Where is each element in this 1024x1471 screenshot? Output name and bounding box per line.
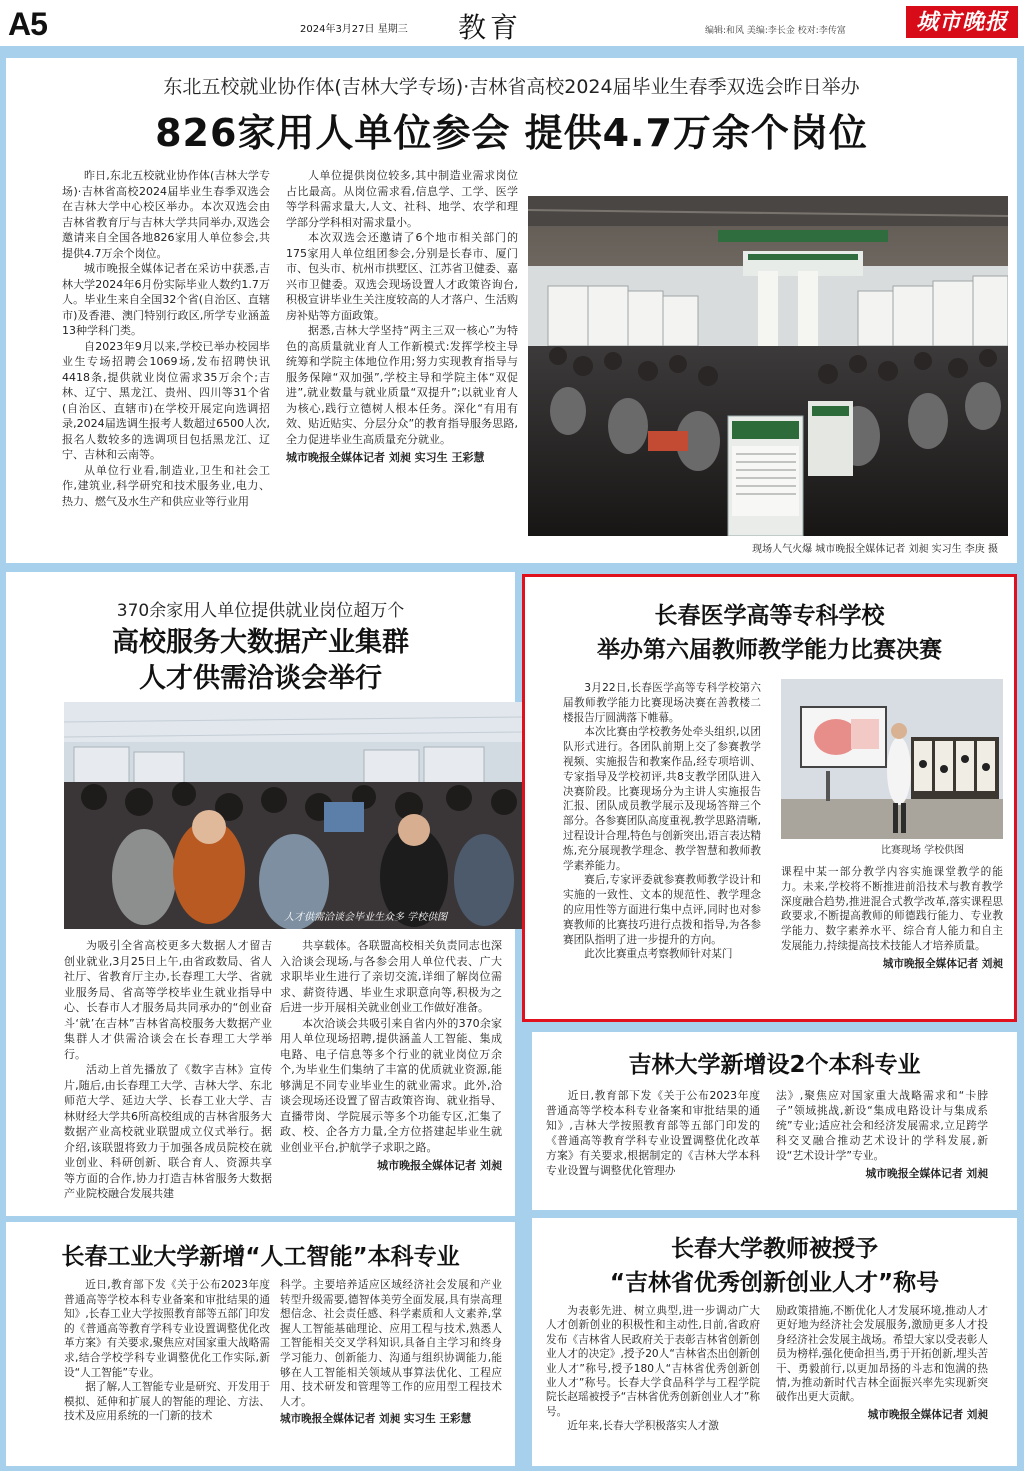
article-ai-major: [6, 1222, 515, 1466]
article-headline-line2: 人才供需洽谈会举行: [139, 663, 382, 694]
paragraph: 据悉,吉林大学坚持“两主三双一核心”为特色的高质量就业育人工作新模式:发挥学校主导统筹和学院主体地位作用;努力实现教育指导与服务保障“双加强”,学校主导和学院主体“双促进”,就业数量与就业质量“双提升”;以就业育人为核心,践行立德树人根本任务。深化“有用有效、贴近贴实、分层分众”的教育指导服务思路,全力促进毕业生高质量充分就业。: [286, 324, 518, 446]
article-column: [776, 1304, 988, 1422]
paragraph: 3月22日,长春医学高等专科学校第六届教师教学能力比赛现场决赛在善教楼二楼报告厅圆满落下帷幕。: [563, 682, 761, 724]
article-headline-line1: 高校服务大数据产业集群: [112, 627, 409, 658]
article-kicker: 东北五校就业协作体(吉林大学专场)·吉林省高校2024届毕业生春季双选会昨日举办: [163, 76, 860, 98]
job-fair-photo-image: [528, 196, 1008, 536]
paragraph: 本次比赛由学校教务处牵头组织,以团队形式进行。各团队前期上交了参赛教学视频、实施报告和教案作品,经专项培训、专家指导及学校初评,共8支教学团队进入决赛阶段。比赛现场分为主讲人实施报告汇报、团队成员教学展示及现场答辩三个部分。各参赛团队高度重视,教学思路清晰,过程设计合理,特色与创新突出,语言表达精炼,充分展现教学理念、教学智慧和教师教学素养能力。: [563, 726, 761, 872]
article-column: [781, 865, 1003, 972]
article-column: [62, 168, 270, 509]
issue-date: 2024年3月27日 星期三: [300, 24, 408, 35]
paragraph: 课程中某一部分教学内容实施课堂教学的能力。未来,学校将不断推进前沿技术与教育教学深度融合趋势,推进混合式教学改革,落实课程思政要求,不断提高教师的师德践行能力、专业教学能力、数字素养水平、综合育人能力和自主发展能力,持续提高技术技能人才培养质量。: [781, 866, 1003, 952]
paragraph: 从单位行业看,制造业,卫生和社会工作,建筑业,科学研究和技术服务业,电力、热力、燃气及水生产和供应业等行业用: [62, 463, 270, 508]
article-headline-line1: 长春医学高等专科学校: [654, 603, 885, 629]
competition-photo-image: [781, 679, 1003, 839]
article-headline: 长春工业大学新增“人工智能”本科专业: [61, 1244, 460, 1270]
article-headline: 吉林大学新增设2个本科专业: [628, 1052, 921, 1078]
article-teaching-competition: [522, 574, 1017, 1022]
article-headline-line1: 长春大学教师被授予: [671, 1236, 878, 1262]
paragraph: 本次洽谈会共吸引来自省内外的370余家用人单位现场招聘,提供涵盖人工智能、集成电路、电子信息等多个行业的就业岗位万余个,为毕业生们集纳了丰富的优质就业资源,能够满足不同专业毕业生的就业需求。此外,洽谈会现场还设置了留吉政策咨询、就业指导、直播带岗、学院展示等多个功能专区,汇集了政、校、企各方力量,全方位搭建起毕业生就业创业平台,护航学子求职之路。: [280, 1016, 502, 1154]
paragraph: 人单位提供岗位较多,其中制造业需求岗位占比最高。从岗位需求看,信息学、工学、医学等学科需求量大,人文、社科、地学、农学和理学部分学科相对需求量小。: [286, 169, 518, 229]
paragraph: 活动上首先播放了《数字吉林》宣传片,随后,由长春理工大学、吉林大学、东北师范大学、延边大学、长春工业大学、吉林财经大学共6所高校组成的吉林省服务大数据产业高校就业联盟成立仪式举行。据介绍,该联盟将致力于加强各成员院校在就业创业、科研创新、联合育人、资源共享等方面的合作,协力打造吉林省服务大数据产业院校融合发展共建: [64, 1063, 272, 1200]
paragraph: 近日,教育部下发《关于公布2023年度普通高等学校本科专业备案和审批结果的通知》,吉林大学按照教育部等五部门印发的《普通高等教育学科专业设置调整优化改革方案》有关要求,根据制定的《吉林大学本科专业设置与调整优化管理办: [546, 1089, 760, 1177]
article-column: [286, 168, 518, 466]
article-column: [563, 681, 761, 962]
paragraph: 共享载体。各联盟高校相关负责同志也深入洽谈会现场,与各参会用人单位代表、广大求职毕业生进行了亲切交流,详细了解岗位需求、薪资待遇、毕业生求职意向等,积极为之后进一步开展相关就业创业工作做好准备。: [280, 939, 502, 1014]
byline: 城市晚报全媒体记者 刘昶 实习生 王彩慧: [280, 1413, 472, 1426]
paragraph: 法》,聚焦应对国家重大战略需求和“卡脖子”领域挑战,新设“集成电路设计与集成系统”专业;适应社会和经济发展需求,立足跨学科交叉融合推动艺术设计的学科发展,新设“艺术设计学”专业。: [776, 1089, 988, 1162]
paragraph: 本次双选会还邀请了6个地市相关部门的175家用人单位组团参会,分别是长春市、厦门市、包头市、杭州市拱墅区、江苏省卫健委、嘉兴市卫健委。双选会现场设置人才政策咨询台,积极宣讲毕业生关注度较高的人才落户、生活购房补贴等方面政策。: [286, 231, 518, 322]
paragraph: 励政策措施,不断优化人才发展环境,推动人才更好地为经济社会发展服务,激励更多人才投身经济社会发展主战场。希望大家以受表彰人员为榜样,强化使命担当,勇于开拓创新,埋头苦干、勇毅前行,以更加昂扬的斗志和饱满的热情,为推动新时代吉林全面振兴率先实现新突破作出更大贡献。: [776, 1305, 988, 1404]
job-fair-photo: [528, 196, 1008, 586]
article-headline-line2: “吉林省优秀创新创业人才”称号: [609, 1270, 940, 1296]
paragraph: 城市晚报全媒体记者在采访中获悉,吉林大学2024年6月份实际毕业人数约1.7万人。毕业生来自全国32个省(自治区、直辖市)及香港、澳门特别行政区,所学专业涵盖13种学科门类。: [62, 262, 270, 337]
section-title: 教育: [458, 11, 523, 44]
photo-caption: 人才供需洽谈会毕业生众多 学校供图: [284, 912, 448, 923]
byline: 城市晚报全媒体记者 刘昶: [882, 957, 1003, 970]
article-column: [546, 1304, 760, 1434]
article-column: [64, 938, 272, 1202]
article-kicker: 370余家用人单位提供就业岗位超万个: [116, 601, 405, 621]
staff-credits: 编辑:和风 美编:李长金 校对:李传富: [705, 26, 846, 36]
byline: 城市晚报全媒体记者 刘昶: [377, 1159, 502, 1172]
byline: 城市晚报全媒体记者 刘昶 实习生 王彩慧: [286, 451, 485, 464]
paragraph: 此次比赛重点考察教师针对某门: [584, 948, 733, 961]
article-column: [64, 1278, 270, 1424]
paragraph: 近年来,长春大学积极落实人才激: [567, 1420, 719, 1433]
paragraph: 昨日,东北五校就业协作体(吉林大学专场)·吉林省高校2024届毕业生春季双选会在吉林大学中心校区举办。本次双选会由吉林省教育厅与吉林大学共同举办,双选会邀请来自全国各地826家用人单位参会,共提供4.7万余个岗位。: [62, 169, 270, 260]
paragraph: 自2023年9月以来,学校已举办校园毕业生专场招聘会1069场,发布招聘快讯4418条,提供就业岗位需求35万余个;吉林、辽宁、黑龙江、贵州、四川等31个省(自治区、直辖市)在学校开展定向选调招录,2024届选调生报考人数超过6500人次,报名人数较多的选调项目包括黑龙江、辽宁、吉林和云南等。: [62, 339, 270, 461]
paragraph: 据了解,人工智能专业是研究、开发用于模拟、延伸和扩展人的智能的理论、方法、技术及应用系统的一门新的技术: [64, 1381, 270, 1423]
photo-caption: 现场人气火爆 城市晚报全媒体记者 刘昶 实习生 李庚 摄: [752, 544, 998, 555]
competition-photo: [781, 679, 1003, 854]
photo-caption: 比赛现场 学校供图: [881, 845, 965, 854]
byline: 城市晚报全媒体记者 刘昶: [867, 1408, 988, 1421]
article-headline: 826家用人单位参会 提供4.7万余个岗位: [155, 111, 868, 155]
article-changchun-university-award: [532, 1218, 1017, 1466]
page-header: [0, 0, 1024, 46]
paragraph: 科学。主要培养适应区域经济社会发展和产业转型升级需要,德智体美劳全面发展,具有崇高理想信念、社会责任感、科学素质和人文素养,掌握人工智能基础理论、应用工程与技术,熟悉人工智能相关交叉学科知识,具备自主学习和终身学习能力、创新能力、沟通与组织协调能力,能够在人工智能相关领域从事算法优化、工程应用、技术研发和管理等工作的应用型工程技术人才。: [280, 1279, 502, 1408]
fair-crowd-photo: [64, 702, 522, 929]
page-number: A5: [8, 6, 47, 42]
byline: 城市晚报全媒体记者 刘昶: [865, 1167, 988, 1180]
article-column: [280, 938, 502, 1174]
paragraph: 为吸引全省高校更多大数据人才留吉创业就业,3月25日上午,由省政数局、省人社厅、省教育厅主办,长春理工大学、省就业服务局、省高等学校毕业生就业指导中心、长春市人才服务局共同承办的“创业奋斗‘就’在吉林”吉林省高校服务大数据产业集群人才供需洽谈会在长春理工大学举行。: [64, 939, 272, 1061]
fair-crowd-photo-image: [64, 702, 522, 929]
article-jilin-university-majors: [532, 1032, 1017, 1210]
article-big-data-fair: [6, 572, 515, 1216]
article-column: [280, 1278, 502, 1427]
paragraph: 为表彰先进、树立典型,进一步调动广大人才创新创业的积极性和主动性,日前,省政府发布《吉林省人民政府关于表彰吉林省创新创业人才的决定》,授予20人“吉林省杰出创新创业人才”称号,授予180人“吉林省优秀创新创业人才”称号。长春大学食品科学与工程学院院长赵瑶被授予“吉林省优秀创新创业人才”称号。: [546, 1305, 760, 1418]
article-job-fair: [6, 58, 1017, 563]
article-column: [776, 1088, 988, 1181]
article-headline-line2: 举办第六届教师教学能力比赛决赛: [597, 637, 942, 663]
article-column: [546, 1088, 760, 1178]
newspaper-logo: 城市晚报: [906, 6, 1018, 38]
paragraph: 近日,教育部下发《关于公布2023年度普通高等学校本科专业备案和审批结果的通知》,长春工业大学按照教育部等五部门印发的《普通高等教育学科专业设置调整优化改革方案》有关要求,聚焦应对国家重大战略需求,结合学校学科专业调整优化工作实际,新设“人工智能”专业。: [64, 1279, 270, 1379]
paragraph: 赛后,专家评委就参赛教师教学设计和实施的一致性、文本的规范性、教学理念的应用性等方面进行集中点评,同时也对参赛教师的比赛技巧进行点拨和指导,为各参赛团队指明了进一步提升的方向。: [563, 874, 761, 946]
